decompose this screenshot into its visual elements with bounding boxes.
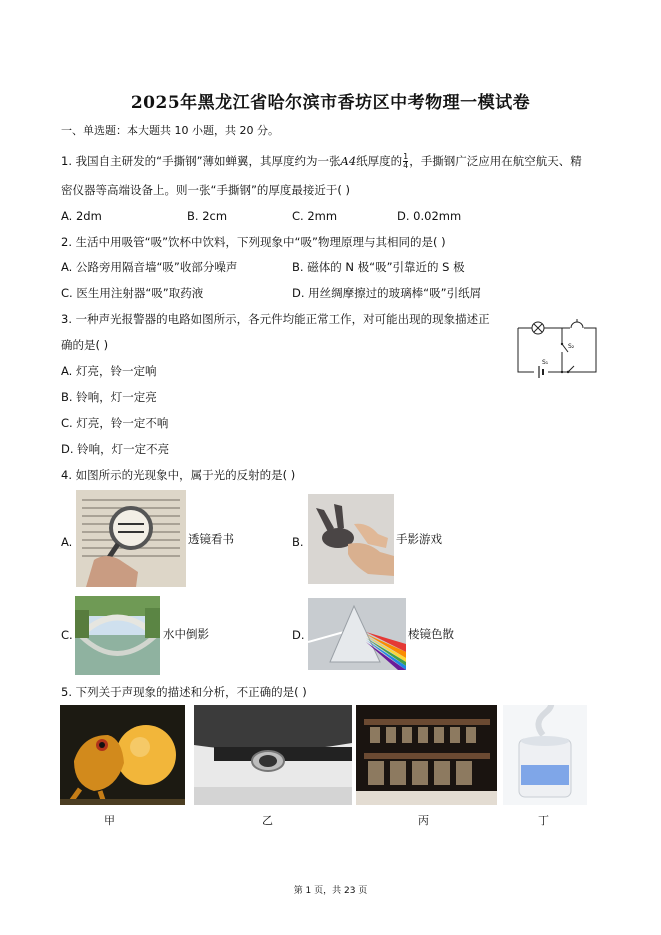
q5-label-bing: 丙	[418, 814, 429, 827]
q1-fraction-den: 4	[403, 161, 409, 170]
q2-option-a: A. 公路旁用隔音墙“吸”收部分噪声	[61, 260, 238, 274]
q4-stem: 4. 如图所示的光现象中，属于光的反射的是( )	[61, 468, 296, 482]
q1-text-b: 纸厚度的	[356, 154, 403, 168]
q2-option-b: B. 磁体的 N 极“吸”引靠近的 S 极	[292, 260, 465, 274]
q1-fraction-num: 1	[403, 152, 409, 161]
q4-option-d-caption: 棱镜色散	[408, 627, 454, 641]
q4-option-a-letter: A.	[61, 535, 73, 549]
bridge-reflection-image	[75, 596, 160, 675]
q1-option-d: D. 0.02mm	[397, 209, 462, 223]
humidifier-image	[503, 705, 587, 805]
frog-image	[60, 705, 185, 805]
q3-option-a: A. 灯亮，铃一定响	[61, 364, 157, 378]
section-heading: 一、单选题：本大题共 10 小题，共 20 分。	[61, 124, 279, 137]
q3-option-c: C. 灯亮，铃一定不响	[61, 416, 169, 430]
circuit-diagram	[512, 314, 602, 380]
q1-text-a: 1. 我国自主研发的“手撕钢”薄如蝉翼，其厚度约为一张	[61, 154, 341, 168]
prism-dispersion-image	[308, 598, 406, 670]
q1-a4: A4	[340, 154, 357, 168]
q4-option-c-letter: C.	[61, 628, 73, 642]
q5-label-yi: 乙	[262, 814, 273, 827]
hand-shadow-image	[308, 494, 394, 584]
q5-stem: 5. 下列关于声现象的描述和分析，不正确的是( )	[61, 685, 307, 699]
q4-option-c-caption: 水中倒影	[163, 627, 209, 641]
switch-s2-label: S₂	[568, 343, 575, 350]
q3-stem-line1: 3. 一种声光报警器的电路如图所示，各元件均能正常工作，对可能出现的现象描述正	[61, 312, 490, 326]
page-title: 2025年黑龙江省哈尔滨市香坊区中考物理一模试卷	[130, 93, 531, 113]
page-footer: 第 1 页，共 23 页	[293, 886, 368, 896]
bianzhong-bells-image	[356, 705, 497, 805]
exhaust-pipe-image	[194, 705, 352, 805]
q1-stem-line2: 密仪器等高端设备上。则一张“手撕钢”的厚度最接近于( )	[61, 183, 351, 197]
q3-stem-line2: 确的是( )	[61, 338, 109, 352]
q2-option-c: C. 医生用注射器“吸”取药液	[61, 286, 204, 300]
q2-option-d: D. 用丝绸摩擦过的玻璃棒“吸”引纸屑	[292, 286, 482, 300]
q4-option-b-caption: 手影游戏	[396, 532, 442, 546]
q1-text-c: ，手撕钢广泛应用在航空航天、精	[409, 154, 582, 168]
q1-option-a: A. 2dm	[61, 209, 102, 223]
q1-stem-line1	[61, 153, 582, 170]
switch-s1-label: S₁	[542, 359, 549, 366]
q1-option-b: B. 2cm	[187, 209, 228, 223]
q2-stem: 2. 生活中用吸管“吸”饮杯中饮料，下列现象中“吸”物理原理与其相同的是( )	[61, 235, 446, 249]
q1-fraction	[403, 153, 408, 170]
q4-option-b-letter: B.	[292, 535, 304, 549]
q5-label-ding: 丁	[538, 814, 549, 827]
q4-option-d-letter: D.	[292, 628, 305, 642]
q3-option-d: D. 铃响，灯一定不亮	[61, 442, 170, 456]
q3-option-b: B. 铃响，灯一定亮	[61, 390, 157, 404]
q5-label-jia: 甲	[104, 814, 115, 827]
magnifier-book-image	[76, 490, 186, 587]
q1-option-c: C. 2mm	[292, 209, 338, 223]
q4-option-a-caption: 透镜看书	[188, 532, 234, 546]
